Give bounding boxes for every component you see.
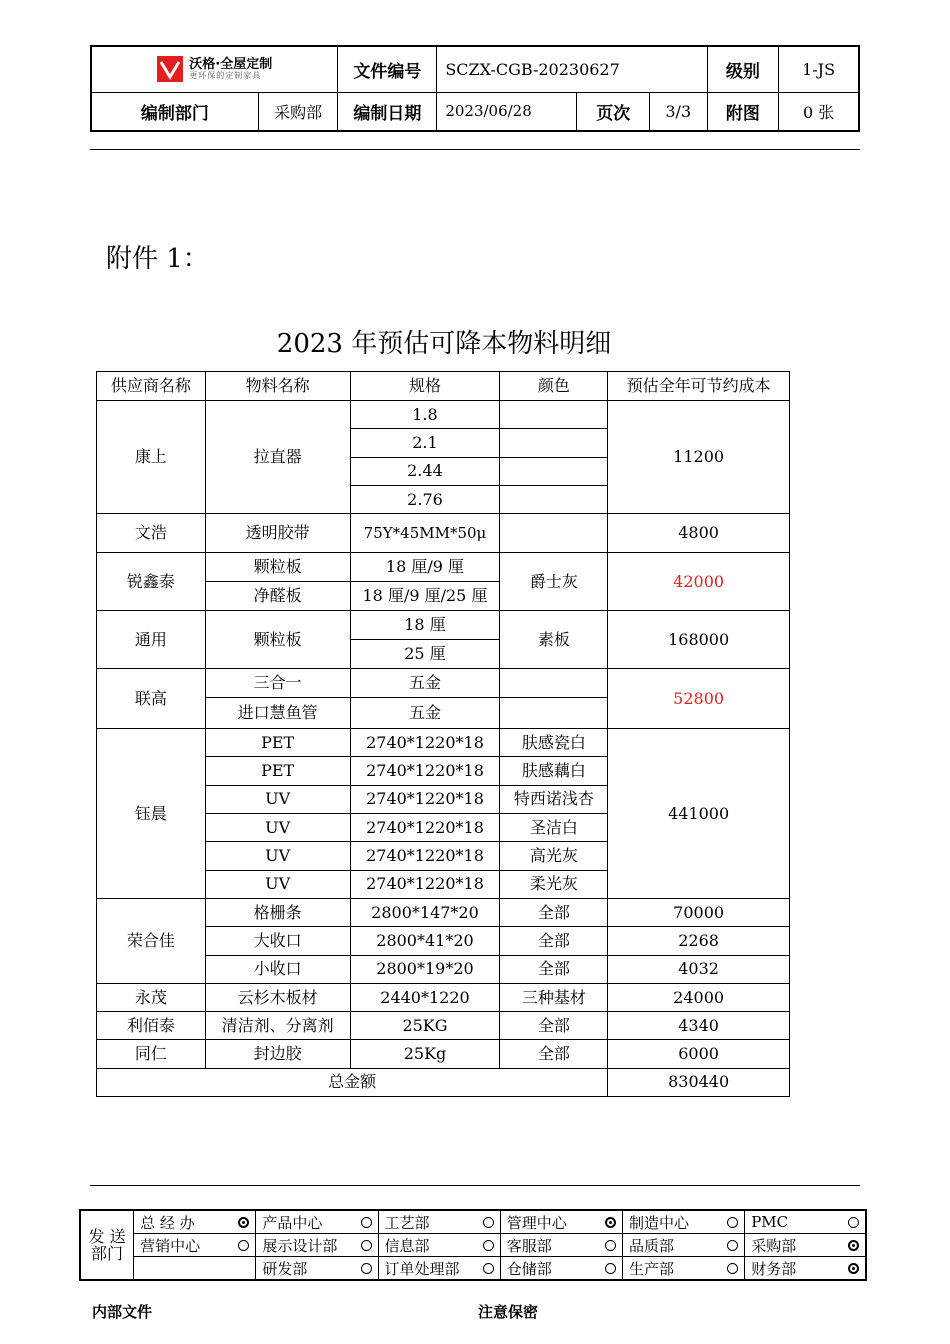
- spec-cell: 25Kg: [350, 1040, 500, 1068]
- confidential-note: 注意保密: [478, 1303, 539, 1321]
- supplier-cell: 钰晨: [97, 729, 206, 899]
- dept-name: 生产部: [628, 1259, 674, 1278]
- header-cell: 物料名称: [205, 372, 350, 401]
- spec-cell: 18 厘/9 厘: [350, 553, 500, 582]
- unselected-mark-icon: [605, 1263, 616, 1274]
- page-value: 3/3: [649, 92, 707, 131]
- supplier-cell: 永茂: [97, 983, 206, 1011]
- spec-cell: 2.76: [350, 485, 500, 513]
- send-dept-label: 发 送 部门: [80, 1210, 134, 1280]
- material-cell: 颗粒板: [205, 553, 350, 582]
- supplier-cell: 康上: [97, 401, 206, 514]
- dept-name: 工艺部: [384, 1213, 430, 1232]
- table-row: [97, 514, 790, 553]
- spec-cell: 2740*1220*18: [350, 785, 500, 813]
- table-row: [97, 401, 790, 429]
- color-cell: 肤感藕白: [500, 757, 608, 785]
- saving-cell: 6000: [608, 1040, 790, 1068]
- saving-cell: 4800: [608, 514, 790, 553]
- unselected-mark-icon: [483, 1263, 494, 1274]
- material-cell: PET: [205, 757, 350, 785]
- attach-count: 0 张: [779, 92, 859, 131]
- page-title: 2023 年预估可降本物料明细: [276, 329, 612, 359]
- saving-cell: 168000: [608, 611, 790, 669]
- spec-cell: 五金: [350, 669, 500, 698]
- table-row: [97, 553, 790, 582]
- saving-cell: 70000: [608, 898, 790, 926]
- material-cell: 清洁剂、分离剂: [205, 1012, 350, 1040]
- dept-cell: [134, 1210, 256, 1234]
- doc-number: SCZX-CGB-20230627: [437, 46, 707, 92]
- spec-cell: 18 厘: [350, 611, 500, 640]
- table-row: [97, 983, 790, 1011]
- material-cell: 拉直器: [205, 401, 350, 514]
- spec-cell: 五金: [350, 698, 500, 729]
- color-cell: [500, 457, 608, 485]
- dept-cell: [256, 1257, 378, 1281]
- spec-cell: 2440*1220: [350, 983, 500, 1011]
- dept-cell: [622, 1210, 744, 1234]
- color-cell: 圣洁白: [500, 814, 608, 842]
- dept-name: 管理中心: [506, 1213, 567, 1232]
- footer-divider: [90, 1185, 860, 1186]
- header-cell: 供应商名称: [97, 372, 206, 401]
- saving-cell: 4340: [608, 1012, 790, 1040]
- color-cell: 高光灰: [500, 842, 608, 870]
- level-value: 1-JS: [779, 46, 859, 92]
- table-row: [97, 669, 790, 698]
- logo-slogan: 更环保的定制家具: [189, 71, 262, 80]
- material-cell: UV: [205, 870, 350, 898]
- spec-cell: 2740*1220*18: [350, 757, 500, 785]
- attach-label: 附图: [707, 92, 779, 131]
- unselected-mark-icon: [848, 1217, 859, 1228]
- dept-cell: [378, 1210, 500, 1234]
- spec-cell: 1.8: [350, 401, 500, 429]
- spec-cell: 2740*1220*18: [350, 814, 500, 842]
- distribution-table: [79, 1209, 867, 1281]
- dept-name: 研发部: [262, 1259, 308, 1278]
- unselected-mark-icon: [361, 1217, 372, 1228]
- saving-cell: 24000: [608, 983, 790, 1011]
- unselected-mark-icon: [238, 1240, 249, 1251]
- table-row: [97, 1040, 790, 1068]
- unselected-mark-icon: [361, 1263, 372, 1274]
- doc-number-label: 文件编号: [338, 46, 437, 92]
- table-row: [97, 1012, 790, 1040]
- material-cell: 颗粒板: [205, 611, 350, 669]
- attachment-label: 附件 1：: [106, 244, 209, 274]
- color-cell: 素板: [500, 611, 608, 669]
- spec-cell: 2740*1220*18: [350, 842, 500, 870]
- saving-cell: 52800: [608, 669, 790, 729]
- supplier-cell: 锐鑫泰: [97, 553, 206, 611]
- date-label: 编制日期: [338, 92, 437, 131]
- dept-name: 产品中心: [262, 1213, 323, 1232]
- dept-cell: [134, 1234, 256, 1257]
- color-cell: 全部: [500, 1012, 608, 1040]
- dept-value: 采购部: [258, 92, 338, 131]
- color-cell: 爵士灰: [500, 553, 608, 611]
- color-cell: [500, 485, 608, 513]
- document-header: [90, 45, 860, 132]
- dept-name: 信息部: [384, 1236, 430, 1255]
- color-cell: [500, 514, 608, 553]
- material-cell: UV: [205, 842, 350, 870]
- table-row: [97, 898, 790, 926]
- dept-name: 总 经 办: [140, 1213, 195, 1232]
- dept-name: PMC: [751, 1213, 789, 1231]
- material-cell: 透明胶带: [205, 514, 350, 553]
- dept-cell: [500, 1234, 622, 1257]
- dept-cell: [745, 1234, 866, 1257]
- table-row: [97, 611, 790, 640]
- supplier-cell: 同仁: [97, 1040, 206, 1068]
- spec-cell: 2740*1220*18: [350, 870, 500, 898]
- unselected-mark-icon: [361, 1240, 372, 1251]
- saving-cell: 4032: [608, 955, 790, 983]
- color-cell: [500, 698, 608, 729]
- dept-label: 编制部门: [91, 92, 258, 131]
- material-cell: 大收口: [205, 927, 350, 955]
- material-cell: PET: [205, 729, 350, 757]
- dept-name: 订单处理部: [384, 1259, 460, 1278]
- material-cell: 净醛板: [205, 582, 350, 611]
- selected-mark-icon: [605, 1217, 616, 1228]
- dept-cell: [256, 1234, 378, 1257]
- supplier-cell: 利佰泰: [97, 1012, 206, 1040]
- dept-name: 采购部: [751, 1236, 797, 1255]
- spec-cell: 2740*1220*18: [350, 729, 500, 757]
- dept-cell: [134, 1257, 256, 1281]
- header-cell: 颜色: [500, 372, 608, 401]
- page-label: 页次: [577, 92, 649, 131]
- material-cell: UV: [205, 814, 350, 842]
- spec-cell: 2.44: [350, 457, 500, 485]
- header-cell: 预估全年可节约成本: [608, 372, 790, 401]
- spec-cell: 25KG: [350, 1012, 500, 1040]
- saving-cell: 441000: [608, 729, 790, 899]
- spec-cell: 2800*41*20: [350, 927, 500, 955]
- selected-mark-icon: [848, 1240, 859, 1251]
- dept-cell: [500, 1210, 622, 1234]
- dept-cell: [745, 1257, 866, 1281]
- logo-name: 沃格·全屋定制: [189, 56, 273, 72]
- dept-cell: [256, 1210, 378, 1234]
- spec-cell: 2800*19*20: [350, 955, 500, 983]
- color-cell: 特西诺浅杏: [500, 785, 608, 813]
- company-logo: [91, 46, 338, 92]
- dept-name: 财务部: [751, 1259, 797, 1278]
- unselected-mark-icon: [727, 1240, 738, 1251]
- total-value: 830440: [608, 1068, 790, 1096]
- spec-cell: 2.1: [350, 429, 500, 457]
- color-cell: 全部: [500, 898, 608, 926]
- color-cell: 全部: [500, 1040, 608, 1068]
- selected-mark-icon: [238, 1217, 249, 1228]
- saving-cell: 2268: [608, 927, 790, 955]
- dept-name: 仓储部: [506, 1259, 552, 1278]
- color-cell: 三种基材: [500, 983, 608, 1011]
- saving-cell: 42000: [608, 553, 790, 611]
- total-label: 总金额: [97, 1068, 608, 1096]
- material-cell: 格栅条: [205, 898, 350, 926]
- selected-mark-icon: [848, 1263, 859, 1274]
- header-cell: 规格: [350, 372, 500, 401]
- material-cell: UV: [205, 785, 350, 813]
- dept-cell: [622, 1257, 744, 1281]
- color-cell: [500, 401, 608, 429]
- material-cell: 封边胶: [205, 1040, 350, 1068]
- unselected-mark-icon: [605, 1240, 616, 1251]
- header-divider: [90, 149, 860, 150]
- unselected-mark-icon: [727, 1263, 738, 1274]
- color-cell: [500, 669, 608, 698]
- dept-cell: [745, 1210, 866, 1234]
- color-cell: [500, 429, 608, 457]
- unselected-mark-icon: [483, 1240, 494, 1251]
- supplier-cell: 文浩: [97, 514, 206, 553]
- dept-cell: [378, 1257, 500, 1281]
- dept-cell: [622, 1234, 744, 1257]
- color-cell: 肤感瓷白: [500, 729, 608, 757]
- supplier-cell: 联高: [97, 669, 206, 729]
- table-row: [97, 729, 790, 757]
- spec-cell: 75Y*45MM*50μ: [350, 514, 500, 553]
- color-cell: 全部: [500, 955, 608, 983]
- unselected-mark-icon: [727, 1217, 738, 1228]
- spec-cell: 25 厘: [350, 640, 500, 669]
- dept-name: 展示设计部: [262, 1236, 338, 1255]
- dept-cell: [500, 1257, 622, 1281]
- material-table: [96, 371, 790, 1097]
- color-cell: 全部: [500, 927, 608, 955]
- saving-cell: 11200: [608, 401, 790, 514]
- supplier-cell: 通用: [97, 611, 206, 669]
- total-row: [97, 1068, 790, 1096]
- color-cell: 柔光灰: [500, 870, 608, 898]
- internal-file-note: 内部文件: [92, 1303, 153, 1321]
- dept-name: 客服部: [506, 1236, 552, 1255]
- material-cell: 小收口: [205, 955, 350, 983]
- spec-cell: 18 厘/9 厘/25 厘: [350, 582, 500, 611]
- date-value: 2023/06/28: [437, 92, 577, 131]
- dept-name: 制造中心: [628, 1213, 689, 1232]
- level-label: 级别: [707, 46, 779, 92]
- unselected-mark-icon: [483, 1217, 494, 1228]
- table-header-row: [97, 372, 790, 401]
- logo-icon: [157, 56, 183, 82]
- material-cell: 云杉木板材: [205, 983, 350, 1011]
- dept-name: 营销中心: [140, 1236, 201, 1255]
- supplier-cell: 荣合佳: [97, 898, 206, 983]
- dept-name: 品质部: [628, 1236, 674, 1255]
- material-cell: 三合一: [205, 669, 350, 698]
- material-cell: 进口慧鱼管: [205, 698, 350, 729]
- spec-cell: 2800*147*20: [350, 898, 500, 926]
- dept-cell: [378, 1234, 500, 1257]
